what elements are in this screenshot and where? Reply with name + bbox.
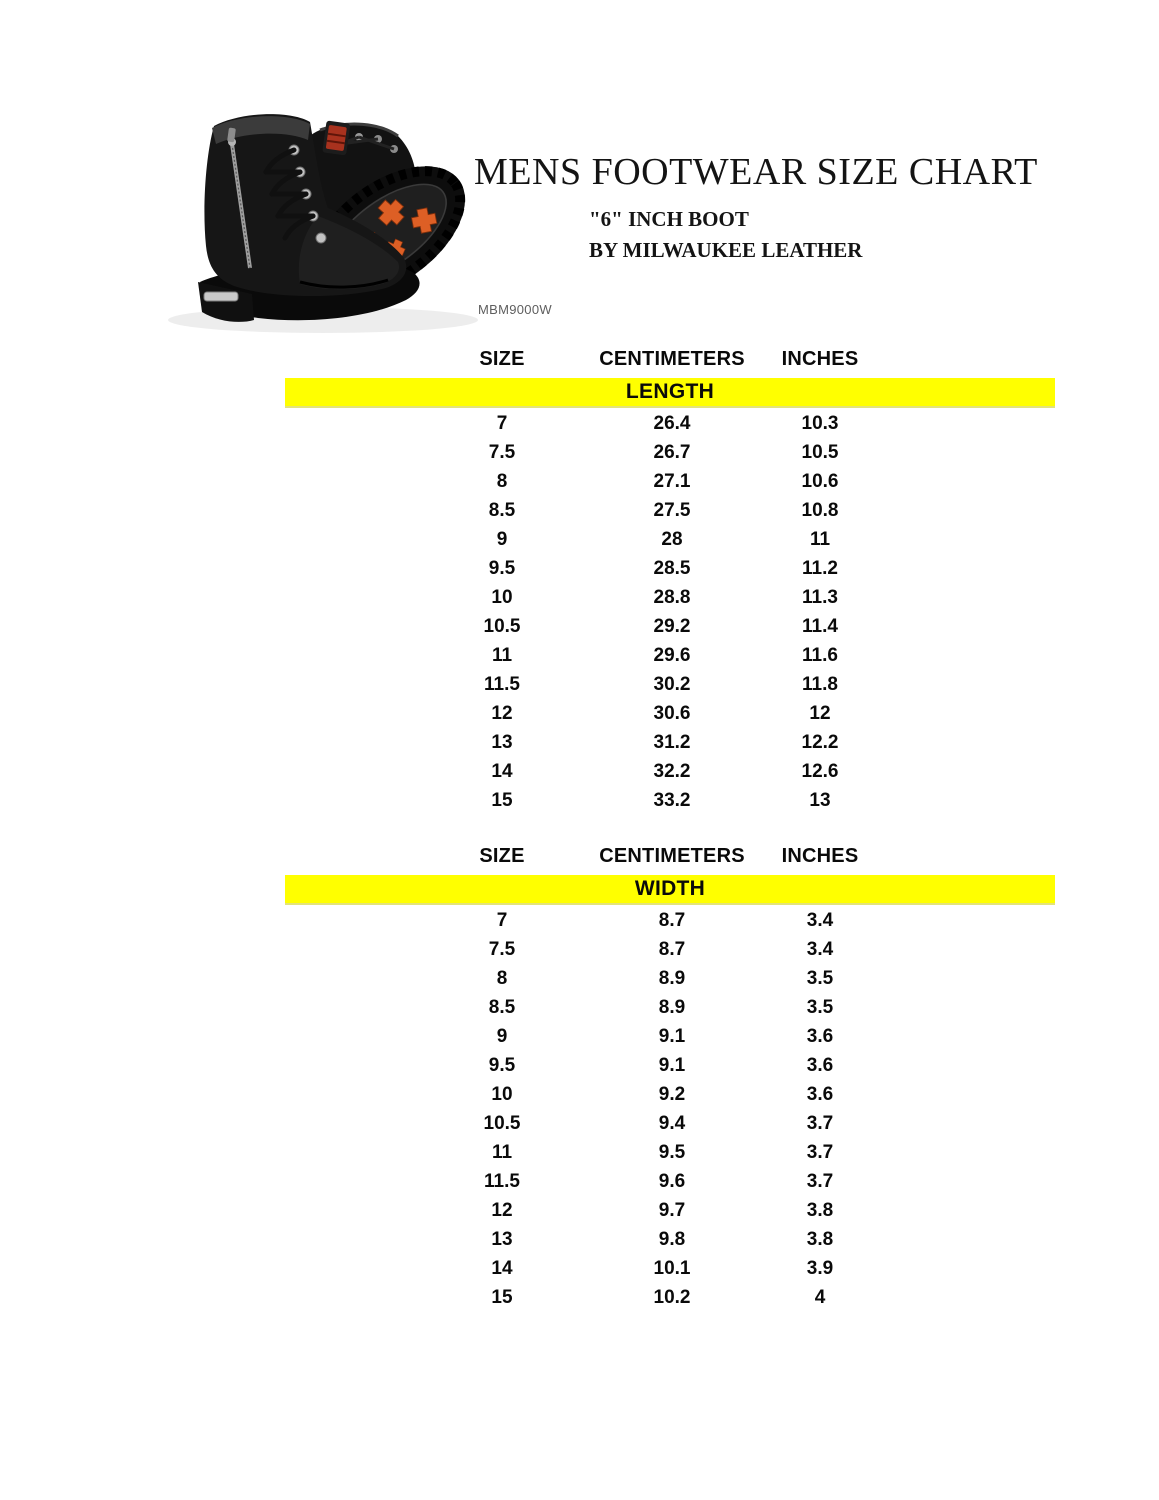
table-row <box>285 525 1055 554</box>
table-cell: 3.8 <box>806 1229 834 1250</box>
width-table-header-row <box>285 845 1055 875</box>
table-cell: 10.3 <box>801 413 839 434</box>
column-header-centimeters: CENTIMETERS <box>599 348 745 370</box>
column-header-centimeters: CENTIMETERS <box>599 845 745 867</box>
table-cell: 7 <box>496 413 508 434</box>
table-cell: 30.6 <box>653 703 691 724</box>
table-cell: 10.6 <box>801 471 839 492</box>
table-row <box>285 1138 1055 1167</box>
table-cell: 3.5 <box>806 997 834 1018</box>
table-cell: 9.5 <box>488 1055 516 1076</box>
table-cell: 7 <box>496 910 508 931</box>
table-cell: 15 <box>491 1287 513 1308</box>
table-cell: 14 <box>491 761 513 782</box>
table-cell: 3.6 <box>806 1055 834 1076</box>
table-cell: 9.1 <box>658 1055 686 1076</box>
table-row <box>285 786 1055 815</box>
table-cell: 13 <box>809 790 831 811</box>
table-row <box>285 964 1055 993</box>
table-cell: 29.6 <box>653 645 691 666</box>
table-cell: 13 <box>491 1229 513 1250</box>
table-row <box>285 670 1055 699</box>
table-cell: 11 <box>491 645 513 666</box>
table-cell: 14 <box>491 1258 513 1279</box>
table-cell: 26.7 <box>653 442 691 463</box>
table-row <box>285 757 1055 786</box>
table-cell: 9.1 <box>658 1026 686 1047</box>
table-cell: 11.6 <box>802 645 838 666</box>
table-row <box>285 935 1055 964</box>
column-header-inches: INCHES <box>781 348 859 370</box>
table-cell: 9 <box>496 529 508 550</box>
table-cell: 28 <box>661 529 683 550</box>
table-cell: 9.7 <box>658 1200 686 1221</box>
length-table-header-row <box>285 348 1055 378</box>
table-row <box>285 1080 1055 1109</box>
table-cell: 8.7 <box>658 910 686 931</box>
table-cell: 8.7 <box>658 939 686 960</box>
width-section-label: WIDTH <box>634 877 706 900</box>
table-cell: 11.2 <box>802 558 838 579</box>
table-cell: 3.9 <box>806 1258 834 1279</box>
table-cell: 10.8 <box>801 500 839 521</box>
table-cell: 12 <box>491 1200 513 1221</box>
table-cell: 9 <box>496 1026 508 1047</box>
table-row <box>285 728 1055 757</box>
page-title: MENS FOOTWEAR SIZE CHART <box>474 151 1038 193</box>
table-cell: 3.7 <box>806 1171 834 1192</box>
table-cell: 10.5 <box>483 1113 521 1134</box>
width-table <box>285 845 1055 1312</box>
table-cell: 10.2 <box>653 1287 691 1308</box>
table-row <box>285 906 1055 935</box>
table-cell: 9.5 <box>488 558 516 579</box>
table-cell: 4 <box>814 1287 826 1308</box>
table-cell: 12.6 <box>801 761 839 782</box>
table-cell: 3.7 <box>806 1113 834 1134</box>
table-cell: 10.5 <box>483 616 521 637</box>
table-cell: 11 <box>491 1142 513 1163</box>
table-cell: 12 <box>809 703 831 724</box>
table-cell: 8.9 <box>658 997 686 1018</box>
table-row <box>285 1167 1055 1196</box>
table-cell: 28.8 <box>653 587 691 608</box>
table-cell: 33.2 <box>653 790 691 811</box>
length-section-label: LENGTH <box>625 380 715 403</box>
table-cell: 9.4 <box>658 1113 686 1134</box>
table-cell: 8.5 <box>488 500 516 521</box>
table-cell: 9.6 <box>658 1171 686 1192</box>
table-row <box>285 467 1055 496</box>
product-subtitle <box>589 204 862 266</box>
table-row <box>285 1283 1055 1312</box>
table-cell: 26.4 <box>653 413 691 434</box>
table-cell: 11.5 <box>484 1171 520 1192</box>
table-cell: 13 <box>491 732 513 753</box>
table-row <box>285 1225 1055 1254</box>
table-cell: 10 <box>491 1084 513 1105</box>
table-cell: 3.4 <box>806 939 834 960</box>
table-cell: 29.2 <box>653 616 691 637</box>
table-cell: 27.1 <box>653 471 691 492</box>
table-cell: 8 <box>496 968 508 989</box>
table-cell: 12.2 <box>801 732 839 753</box>
boot-product-image <box>148 86 483 344</box>
table-cell: 11.8 <box>802 674 838 695</box>
table-cell: 28.5 <box>653 558 691 579</box>
length-table-body <box>285 409 1055 815</box>
table-row <box>285 554 1055 583</box>
column-header-size: SIZE <box>479 348 525 370</box>
subtitle-brand: BY MILWAUKEE LEATHER <box>589 238 863 262</box>
table-cell: 3.4 <box>806 910 834 931</box>
table-cell: 9.8 <box>658 1229 686 1250</box>
table-row <box>285 583 1055 612</box>
table-row <box>285 993 1055 1022</box>
table-cell: 7.5 <box>488 442 516 463</box>
table-cell: 10 <box>491 587 513 608</box>
column-header-inches: INCHES <box>781 845 859 867</box>
table-cell: 8.5 <box>488 997 516 1018</box>
subtitle-boot-type: "6" INCH BOOT <box>589 207 749 231</box>
table-row <box>285 1109 1055 1138</box>
table-cell: 30.2 <box>653 674 691 695</box>
table-cell: 12 <box>491 703 513 724</box>
table-cell: 11.5 <box>484 674 520 695</box>
table-cell: 8.9 <box>658 968 686 989</box>
table-cell: 10.1 <box>653 1258 691 1279</box>
table-cell: 15 <box>491 790 513 811</box>
table-row <box>285 612 1055 641</box>
length-table <box>285 348 1055 815</box>
table-row <box>285 641 1055 670</box>
table-cell: 10.5 <box>801 442 839 463</box>
table-row <box>285 1022 1055 1051</box>
width-table-body <box>285 906 1055 1312</box>
table-cell: 9.2 <box>658 1084 686 1105</box>
table-cell: 3.5 <box>806 968 834 989</box>
column-header-size: SIZE <box>479 845 525 867</box>
table-cell: 32.2 <box>653 761 691 782</box>
table-cell: 11.3 <box>802 587 838 608</box>
length-section-band <box>285 378 1055 408</box>
table-cell: 27.5 <box>653 500 691 521</box>
table-row <box>285 699 1055 728</box>
table-cell: 7.5 <box>488 939 516 960</box>
table-cell: 8 <box>496 471 508 492</box>
table-row <box>285 438 1055 467</box>
table-row <box>285 1254 1055 1283</box>
table-cell: 11 <box>809 529 831 550</box>
width-section-band <box>285 875 1055 905</box>
table-cell: 31.2 <box>653 732 691 753</box>
table-row <box>285 409 1055 438</box>
table-cell: 9.5 <box>658 1142 686 1163</box>
table-row <box>285 496 1055 525</box>
table-row <box>285 1051 1055 1080</box>
table-cell: 3.6 <box>806 1084 834 1105</box>
model-code: MBM9000W <box>478 302 552 317</box>
table-cell: 11.4 <box>802 616 838 637</box>
table-cell: 3.6 <box>806 1026 834 1047</box>
table-cell: 3.8 <box>806 1200 834 1221</box>
table-cell: 3.7 <box>806 1142 834 1163</box>
table-row <box>285 1196 1055 1225</box>
